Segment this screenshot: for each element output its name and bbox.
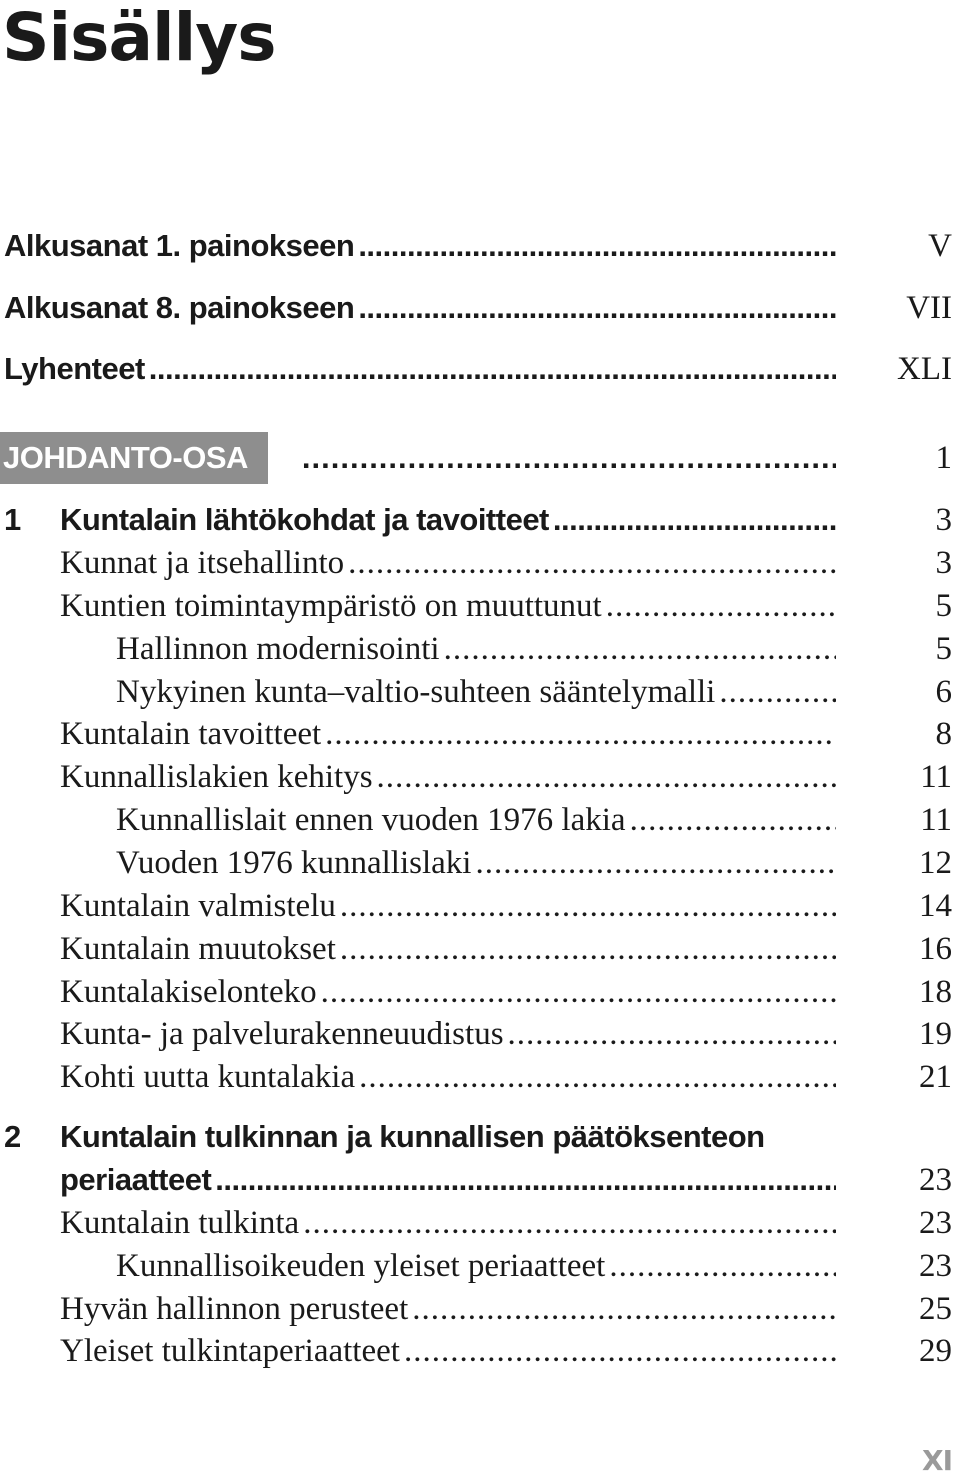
toc-entry-label: Kuntalakiselonteko (60, 974, 317, 1010)
toc-page-number: 23 (919, 1205, 952, 1241)
dot-leader (348, 543, 836, 583)
toc-page-number: 23 (919, 1162, 952, 1198)
toc-subentry[interactable] (0, 800, 960, 840)
toc-page-number: 14 (919, 888, 952, 924)
dot-leader (508, 1014, 836, 1054)
toc-page-number: 11 (920, 759, 952, 795)
toc-subentry[interactable] (0, 843, 960, 883)
toc-entry-label: Lyhenteet (4, 351, 145, 386)
toc-entry-label: Hyvän hallinnon perusteet (60, 1291, 409, 1327)
dot-leader (149, 349, 836, 389)
dot-leader (340, 929, 836, 969)
page-title: Sisällys (2, 0, 276, 76)
toc-entry-label: Kunnallisoikeuden yleiset periaatteet (116, 1248, 606, 1284)
dot-leader (553, 500, 836, 540)
toc-page-number: 19 (919, 1016, 952, 1052)
toc-entry-label: Kunta- ja palvelurakenneuudistus (60, 1016, 504, 1052)
toc-entry-label: Kuntalain tavoitteet (60, 716, 322, 752)
toc-entry-label: Yleiset tulkintaperiaatteet (60, 1333, 400, 1369)
toc-page-number: 18 (919, 974, 952, 1010)
dot-leader (475, 843, 836, 883)
toc-entry-label: Kuntalain muutokset (60, 931, 336, 967)
toc-part-heading[interactable] (0, 432, 960, 484)
dot-leader (325, 714, 836, 754)
toc-page-number: XLI (897, 351, 952, 387)
part-label-box: JOHDANTO-OSA (0, 432, 268, 484)
toc-page-number: 21 (919, 1059, 952, 1095)
dot-leader (606, 586, 836, 626)
toc-entry[interactable] (0, 1331, 960, 1371)
toc-page-number: 3 (935, 545, 952, 581)
toc-entry[interactable] (0, 714, 960, 754)
toc-entry[interactable] (0, 757, 960, 797)
toc-subentry[interactable] (0, 1246, 960, 1286)
dot-leader (444, 629, 836, 669)
toc-entry-label: Vuoden 1976 kunnallislaki (116, 845, 472, 881)
toc-page-number: 29 (919, 1333, 952, 1369)
dot-leader (609, 1246, 836, 1286)
toc-page-number: 12 (919, 845, 952, 881)
toc-entry[interactable] (0, 886, 960, 926)
dot-leader (340, 886, 836, 926)
toc-entry[interactable] (0, 929, 960, 969)
toc-entry-label: Kuntien toimintaympäristö on muuttunut (60, 588, 602, 624)
toc-entry-label: Kuntalain valmistelu (60, 888, 336, 924)
toc-page-number: 5 (935, 631, 952, 667)
chapter-number: 1 (4, 502, 21, 537)
toc-chapter-2-line-2[interactable] (0, 1160, 960, 1200)
toc-page-number: 16 (919, 931, 952, 967)
dot-leader (404, 1331, 836, 1371)
toc-entry-label: Alkusanat 1. painokseen (4, 228, 355, 263)
toc-subentry[interactable] (0, 629, 960, 669)
toc-entry-label: Kuntalain tulkinnan ja kunnallisen päätöksenteon (60, 1119, 765, 1154)
toc-page-number: 8 (935, 716, 952, 752)
dot-leader (321, 972, 836, 1012)
dot-leader (302, 438, 836, 478)
toc-page-number: 1 (935, 440, 952, 476)
toc-entry-label: Hallinnon modernisointi (116, 631, 440, 667)
toc-page-number: 6 (935, 674, 952, 710)
toc-page-number: 23 (919, 1248, 952, 1284)
dot-leader (359, 1057, 836, 1097)
toc-entry-label: Kunnat ja itsehallinto (60, 545, 345, 581)
toc-entry-abbreviations[interactable] (0, 349, 960, 389)
toc-subentry[interactable] (0, 672, 960, 712)
toc-page-number: V (928, 228, 952, 264)
toc-entry-foreword-8[interactable] (0, 288, 960, 328)
dot-leader (377, 757, 836, 797)
chapter-number: 2 (4, 1119, 21, 1154)
dot-leader (215, 1160, 836, 1200)
toc-entry-label: Kunnallislait ennen vuoden 1976 lakia (116, 802, 626, 838)
toc-entry-label: Alkusanat 8. painokseen (4, 290, 355, 325)
toc-page-number: 11 (920, 802, 952, 838)
toc-entry-label: Kohti uutta kuntalakia (60, 1059, 356, 1095)
toc-entry-label: Kuntalain lähtökohdat ja tavoitteet (60, 502, 549, 537)
toc-entry[interactable] (0, 1289, 960, 1329)
toc-entry-label: Kunnallislakien kehitys (60, 759, 373, 795)
toc-page-number: 25 (919, 1291, 952, 1327)
toc-page-number: 3 (935, 502, 952, 538)
toc-entry[interactable] (0, 972, 960, 1012)
toc-entry-foreword-1[interactable] (0, 226, 960, 266)
toc-entry[interactable] (0, 1057, 960, 1097)
dot-leader (358, 226, 836, 266)
toc-entry-label: Kuntalain tulkinta (60, 1205, 300, 1241)
dot-leader (630, 800, 836, 840)
toc-entry[interactable] (0, 543, 960, 583)
toc-entry[interactable] (0, 586, 960, 626)
toc-page-number: 5 (935, 588, 952, 624)
toc-entry-label: Nykyinen kunta–valtio-suhteen sääntelymalli (116, 674, 716, 710)
page-folio: XI (921, 1444, 952, 1477)
toc-entry[interactable] (0, 1203, 960, 1243)
dot-leader (412, 1289, 836, 1329)
toc-chapter-2-line-1[interactable] (0, 1117, 960, 1157)
dot-leader (358, 288, 836, 328)
dot-leader (719, 672, 836, 712)
toc-entry-label: periaatteet (60, 1162, 212, 1197)
toc-page-number: VII (906, 290, 952, 326)
toc-entry[interactable] (0, 1014, 960, 1054)
toc-chapter-1[interactable] (0, 500, 960, 540)
dot-leader (303, 1203, 836, 1243)
